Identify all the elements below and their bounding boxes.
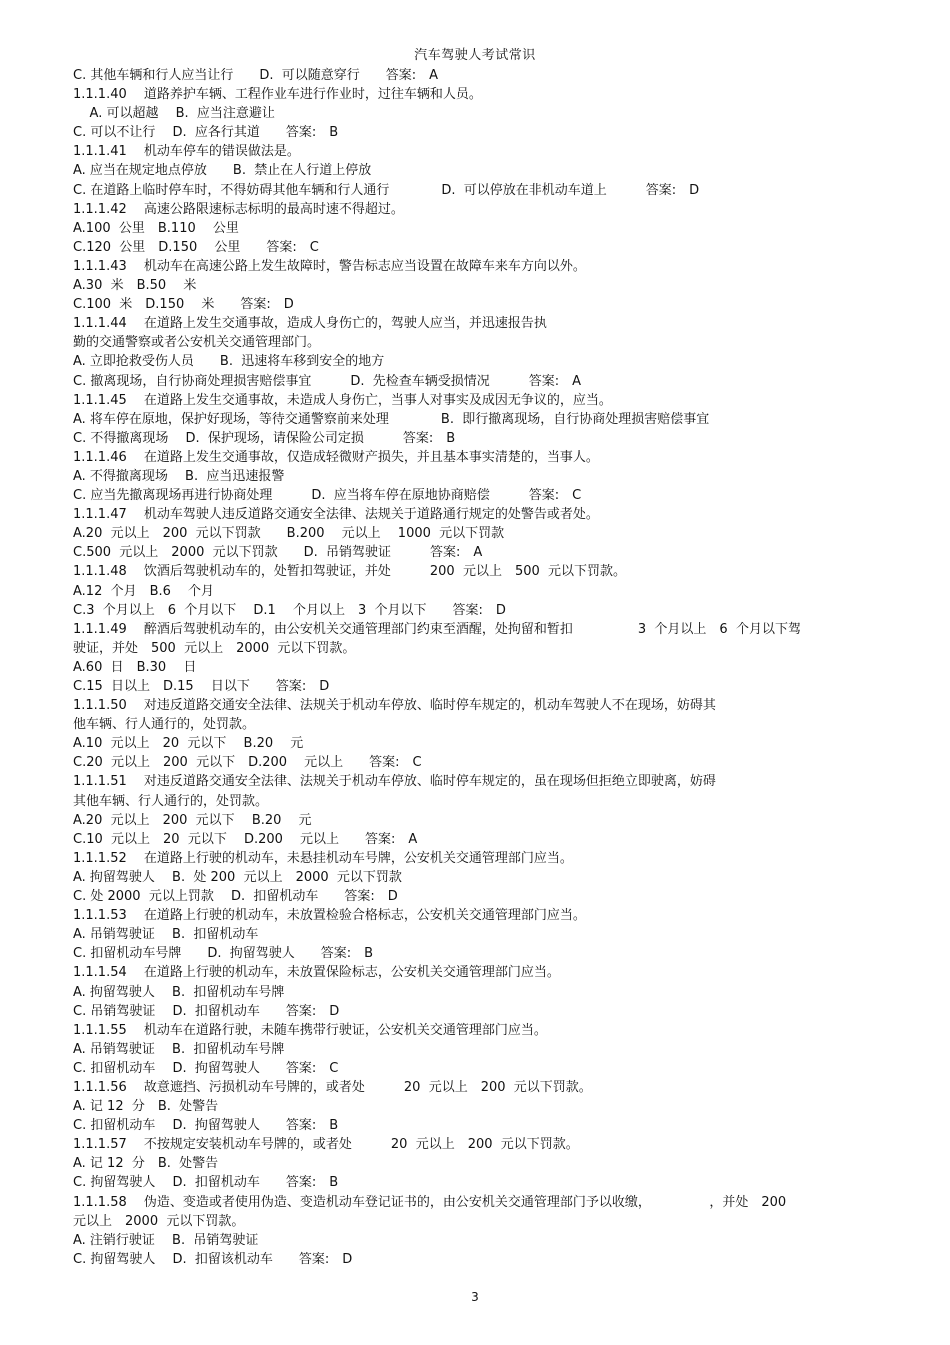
text-line: A. 吊销驾驶证 B. 扣留机动车 [73, 927, 259, 943]
text-line: A. 拘留驾驶人 B. 处 200 元以上 2000 元以下罚款 [73, 869, 402, 885]
text-line: A. 可以超越 B. 应当注意避让 [73, 106, 275, 122]
text-line: A. 将车停在原地，保护好现场，等待交通警察前来处理 B. 即行撤离现场，自行协商处理损害赔偿事宜 [73, 411, 710, 427]
text-line: C.3 个月以上 6 个月以下 D.1 个月以上 3 个月以下 答案: D [73, 602, 506, 618]
text-line: 驶证，并处 500 元以上 2000 元以下罚款。 [73, 640, 356, 656]
page-number: 3 [471, 1290, 479, 1304]
text-line: C. 拘留驾驶人 D. 扣留机动车 答案: B [73, 1175, 339, 1191]
text-line: A.20 元以上 200 元以下 B.20 元 [73, 812, 312, 828]
text-line: A. 拘留驾驶人 B. 扣留机动车号牌 [73, 984, 285, 1000]
text-line: A. 吊销驾驶证 B. 扣留机动车号牌 [73, 1041, 285, 1057]
text-line: A. 立即抢救受伤人员 B. 迅速将车移到安全的地方 [73, 354, 385, 370]
text-line: 1.1.1.54 在道路上行驶的机动车，未放置保险标志，公安机关交通管理部门应当。 [73, 965, 560, 981]
text-line: C. 拘留驾驶人 D. 扣留该机动车 答案: D [73, 1251, 353, 1267]
text-line: 1.1.1.58 伪造、变造或者使用伪造、变造机动车登记证书的，由公安机关交通管理部门予以收缴， ，并处 200 [73, 1194, 787, 1210]
text-line: 1.1.1.43 机动车在高速公路上发生故障时，警告标志应当设置在故障车来车方向以外。 [73, 258, 586, 274]
text-line: C.15 日以上 D.15 日以下 答案: D [73, 679, 330, 694]
text-line: C. 可以不让行 D. 应各行其道 答案: B [73, 125, 339, 141]
text-line: 1.1.1.41 机动车停车的错误做法是。 [73, 144, 300, 160]
text-line: 元以上 2000 元以下罚款。 [73, 1213, 245, 1229]
text-line: A.20 元以上 200 元以下罚款 B.200 元以上 1000 元以下罚款 [73, 526, 505, 542]
text-line: C.20 元以上 200 元以下 D.200 元以上 答案: C [73, 755, 422, 771]
text-line: 1.1.1.46 在道路上发生交通事故，仅造成轻微财产损失，并且基本事实清楚的，当事人。 [73, 449, 599, 465]
text-line: C.10 元以上 20 元以下 D.200 元以上 答案: A [73, 831, 418, 847]
text-line: 1.1.1.57 不按规定安装机动车号牌的，或者处 20 元以上 200 元以下罚款。 [73, 1137, 579, 1153]
text-line: A.30 米 B.50 米 [73, 278, 197, 294]
text-line: 1.1.1.40 道路养护车辆、工程作业车进行作业时，过往车辆和人员。 [73, 87, 482, 103]
text-line: C. 扣留机动车号牌 D. 拘留驾驶人 答案: B [73, 946, 374, 962]
text-line: C. 撤离现场，自行协商处理损害赔偿事宜 D. 先检查车辆受损情况 答案: A [73, 373, 582, 389]
text-line: 勤的交通警察或者公安机关交通管理部门。 [73, 335, 321, 351]
text-line: C. 不得撤离现场 D. 保护现场，请保险公司定损 答案: B [73, 430, 456, 446]
text-line: A. 记 12 分 B. 处警告 [73, 1156, 219, 1172]
text-line: C. 处 2000 元以上罚款 D. 扣留机动车 答案: D [73, 889, 398, 905]
text-line: 1.1.1.42 高速公路限速标志标明的最高时速不得超过。 [73, 201, 404, 217]
text-line: A.10 元以上 20 元以下 B.20 元 [73, 736, 304, 752]
text-line: 1.1.1.53 在道路上行驶的机动车，未放置检验合格标志，公安机关交通管理部门应当。 [73, 908, 586, 924]
text-line: 1.1.1.52 在道路上行驶的机动车，未悬挂机动车号牌，公安机关交通管理部门应当。 [73, 850, 573, 866]
text-line: 1.1.1.49 醉酒后驾驶机动车的，由公安机关交通管理部门约束至酒醒，处拘留和暂扣 3 个月以上 6 个月以下驾 [73, 621, 801, 637]
text-line: A. 记 12 分 B. 处警告 [73, 1099, 219, 1115]
text-line: A. 注销行驶证 B. 吊销驾驶证 [73, 1232, 259, 1248]
text-line: 其他车辆、行人通行的，处罚款。 [73, 793, 269, 809]
text-line: 1.1.1.48 饮酒后驾驶机动车的，处暂扣驾驶证，并处 200 元以上 500 元以下罚款。 [73, 564, 627, 580]
text-line: A.12 个月 B.6 个月 [73, 583, 215, 599]
page-header-title: 汽车驾驶人考试常识 [414, 48, 536, 63]
text-line: C. 在道路上临时停车时，不得妨碍其他车辆和行人通行 D. 可以停放在非机动车道上 答案: D [73, 182, 700, 198]
text-line: A. 应当在规定地点停放 B. 禁止在人行道上停放 [73, 163, 372, 179]
text-line: 1.1.1.51 对违反道路交通安全法律、法规关于机动车停放、临时停车规定的，虽在现场但拒绝立即驶离，妨碍 [73, 774, 716, 790]
text-line: 1.1.1.50 对违反道路交通安全法律、法规关于机动车停放、临时停车规定的，机动车驾驶人不在现场，妨碍其 [73, 698, 716, 714]
text-line: 他车辆、行人通行的，处罚款。 [73, 717, 256, 733]
text-line: C.120 公里 D.150 公里 答案: C [73, 239, 319, 255]
text-line: A.100 公里 B.110 公里 [73, 220, 239, 236]
text-line: C. 扣留机动车 D. 拘留驾驶人 答案: C [73, 1060, 339, 1076]
text-line: 1.1.1.44 在道路上发生交通事故，造成人身伤亡的，驾驶人应当，并迅速报告执 [73, 316, 547, 332]
text-line: 1.1.1.45 在道路上发生交通事故，未造成人身伤亡，当事人对事实及成因无争议的，应当。 [73, 392, 612, 408]
text-line: 1.1.1.47 机动车驾驶人违反道路交通安全法律、法规关于道路通行规定的处警告或者处。 [73, 507, 599, 523]
text-line: C.100 米 D.150 米 答案: D [73, 297, 294, 313]
text-line: C. 扣留机动车 D. 拘留驾驶人 答案: B [73, 1118, 339, 1134]
document-body [73, 66, 888, 1269]
text-line: A.60 日 B.30 日 [73, 659, 197, 675]
text-line: 1.1.1.56 故意遮挡、污损机动车号牌的，或者处 20 元以上 200 元以下罚款。 [73, 1079, 592, 1095]
text-line: C. 其他车辆和行人应当让行 D. 可以随意穿行 答案: A [73, 68, 439, 83]
text-line: 1.1.1.55 机动车在道路行驶，未随车携带行驶证，公安机关交通管理部门应当。 [73, 1022, 547, 1038]
text-line: C.500 元以上 2000 元以下罚款 D. 吊销驾驶证 答案: A [73, 545, 483, 561]
text-line: A. 不得撤离现场 B. 应当迅速报警 [73, 468, 285, 484]
text-line: C. 吊销驾驶证 D. 扣留机动车 答案: D [73, 1003, 340, 1019]
text-line: C. 应当先撤离现场再进行协商处理 D. 应当将车停在原地协商赔偿 答案: C [73, 488, 582, 504]
